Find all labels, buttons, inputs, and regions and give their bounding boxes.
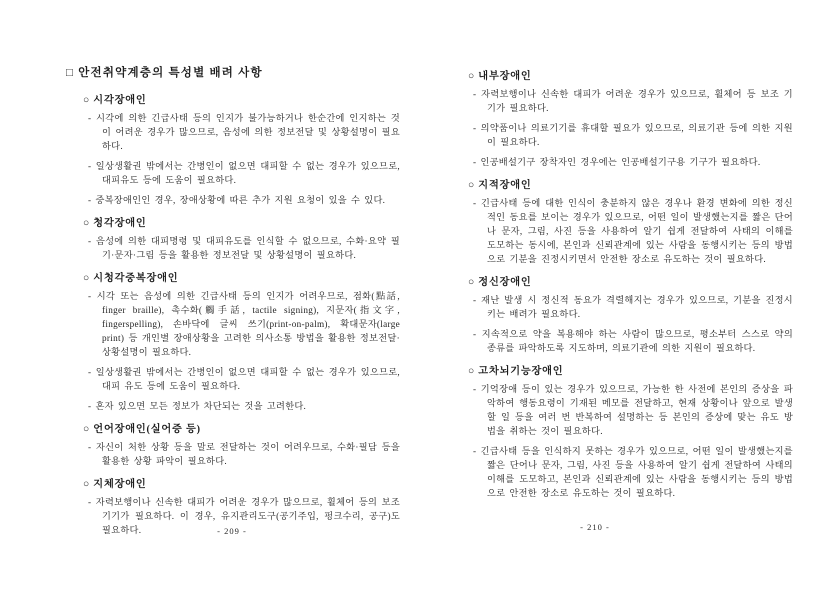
page-left <box>64 0 400 590</box>
section-deafblind <box>64 269 400 413</box>
section-mentally-impaired <box>449 273 793 355</box>
bullet-item: - 자력보행이나 신속한 대피가 어려운 경우가 있으므로, 휠체어 등 보조 기기가 필요하다. <box>473 89 793 113</box>
section-brain-injury <box>449 362 793 500</box>
section-internal-organ-impaired <box>449 67 793 169</box>
page-number-right: - 210 - <box>580 522 610 532</box>
bullet-item: - 자력보행이나 신속한 대피가 어려운 경우가 많으므로, 휠체어 등의 보조 기기가 필요하다. 이 경우, 유지관리도구(공기주입, 펑크수리, 공구)도 필요하다. <box>88 497 400 535</box>
page-right-content <box>449 60 793 506</box>
bullet-item: - 일상생활권 밖에서는 간병인이 없으면 대피할 수 없는 경우가 있으므로, 대피유도 등에 도움이 필요하다. <box>88 161 400 185</box>
section-hearing-impaired <box>64 214 400 262</box>
section-visually-impaired <box>64 91 400 207</box>
bullet-item: - 일상생활권 밖에서는 간병인이 없으면 대피할 수 없는 경우가 있으므로, 대피 유도 등에 도움이 필요하다. <box>88 367 400 391</box>
section-intellectually-impaired <box>449 176 793 266</box>
bullet-item: - 혼자 있으면 모든 정보가 차단되는 것을 고려한다. <box>88 401 307 411</box>
page-left-content <box>64 64 400 543</box>
page-right <box>449 0 793 590</box>
section-heading: ○ 정신장애인 <box>468 277 532 288</box>
bullet-item: - 시각 또는 음성에 의한 긴급사태 등의 인지가 어려우므로, 점화(點話, finger braille), 촉수화(觸手話, tactile signing), 지문자(指文字, fingerspelling), 손바닥에 글씨 쓰기(print-on-palm), 확대문자(large print) 등 개인별 장애상황을 고려한 의사소통 방법을 활용한 정보전달·상황설명이 필요하다. <box>88 291 400 357</box>
bullet-item: - 긴급사태 등에 대한 인식이 충분하지 않은 경우나 환경 변화에 의한 정신적인 동요를 보이는 경우가 있으므로, 어떤 일이 발생했는지를 짧은 단어나 문자, 그림, 사진 등을 사용하여 알기 쉽게 전달하여 사태의 이해를 도모하는 동시에, 본인과 신뢰관계에 있는 사람을 동행시키는 등의 방법으로 기분을 진정시키면서 안전한 장소로 유도하는 것이 필요하다. <box>473 198 793 264</box>
bullet-item: - 음성에 의한 대피명령 및 대피유도를 인식할 수 없으므로, 수화·요약 필기·문자·그림 등을 활용한 정보전달 및 상황설명이 필요하다. <box>88 236 400 260</box>
section-heading: ○ 시청각중복장애인 <box>83 273 179 284</box>
bullet-item: - 긴급사태 등을 인식하지 못하는 경우가 있으므로, 어떤 일이 발생했는지를 짧은 단어나 문자, 그림, 사진 등을 사용하여 알기 쉽게 전달하여 사태의 이해를 도모하고, 본인과 신뢰관계에 있는 사람을 동행시키는 등의 방법으로 안전한 장소로 유도하는 것이 필요하다. <box>473 446 793 498</box>
bullet-item: - 자신이 처한 상황 등을 말로 전달하는 것이 어려우므로, 수화·필담 등을 활용한 상황 파악이 필요하다. <box>88 442 400 466</box>
bullet-item: - 시각에 의한 긴급사태 등의 인지가 불가능하거나 한순간에 인지하는 것이 어려운 경우가 많으므로, 음성에 의한 정보전달 및 상황설명이 필요하다. <box>88 113 400 151</box>
section-heading: ○ 고차뇌기능장애인 <box>468 366 564 377</box>
bullet-item: - 의약품이나 의료기기를 휴대할 필요가 있으므로, 의료기관 등에 의한 지원이 필요하다. <box>473 123 793 147</box>
bullet-item: - 재난 발생 시 정신적 동요가 격렬해지는 경우가 있으므로, 기분을 진정시키는 배려가 필요하다. <box>473 295 793 319</box>
bullet-item: - 인공배설기구 장착자인 경우에는 인공배설기구용 기구가 필요하다. <box>473 157 761 167</box>
page-number-left: - 209 - <box>217 526 247 536</box>
section-heading: ○ 언어장애인(실어증 등) <box>83 424 201 435</box>
section-heading: ○ 지적장애인 <box>468 180 532 191</box>
bullet-item: - 지속적으로 약을 복용해야 하는 사람이 많으므로, 평소부터 스스로 약의 종류를 파악하도록 지도하며, 의료기관에 의한 지원이 필요하다. <box>473 329 793 353</box>
bullet-item: - 기억장애 등이 있는 경우가 있으므로, 가능한 한 사전에 본인의 증상을 파악하여 행동요령이 기재된 메모를 전달하고, 현재 상황이나 앞으로 발생할 일 등을 여러 번 반복하여 설명하는 등 본인의 증상에 맞는 유도 방법을 취하는 것이 필요하다. <box>473 384 793 436</box>
bullet-item: - 중복장애인인 경우, 장애상황에 따른 추가 지원 요청이 있을 수 있다. <box>88 195 386 205</box>
section-heading: ○ 청각장애인 <box>83 218 147 229</box>
document-title: □ 안전취약계층의 특성별 배려 사항 <box>66 67 263 79</box>
section-speech-impaired <box>64 420 400 468</box>
section-heading: ○ 내부장애인 <box>468 71 532 82</box>
section-heading: ○ 시각장애인 <box>83 95 147 106</box>
section-heading: ○ 지체장애인 <box>83 479 147 490</box>
